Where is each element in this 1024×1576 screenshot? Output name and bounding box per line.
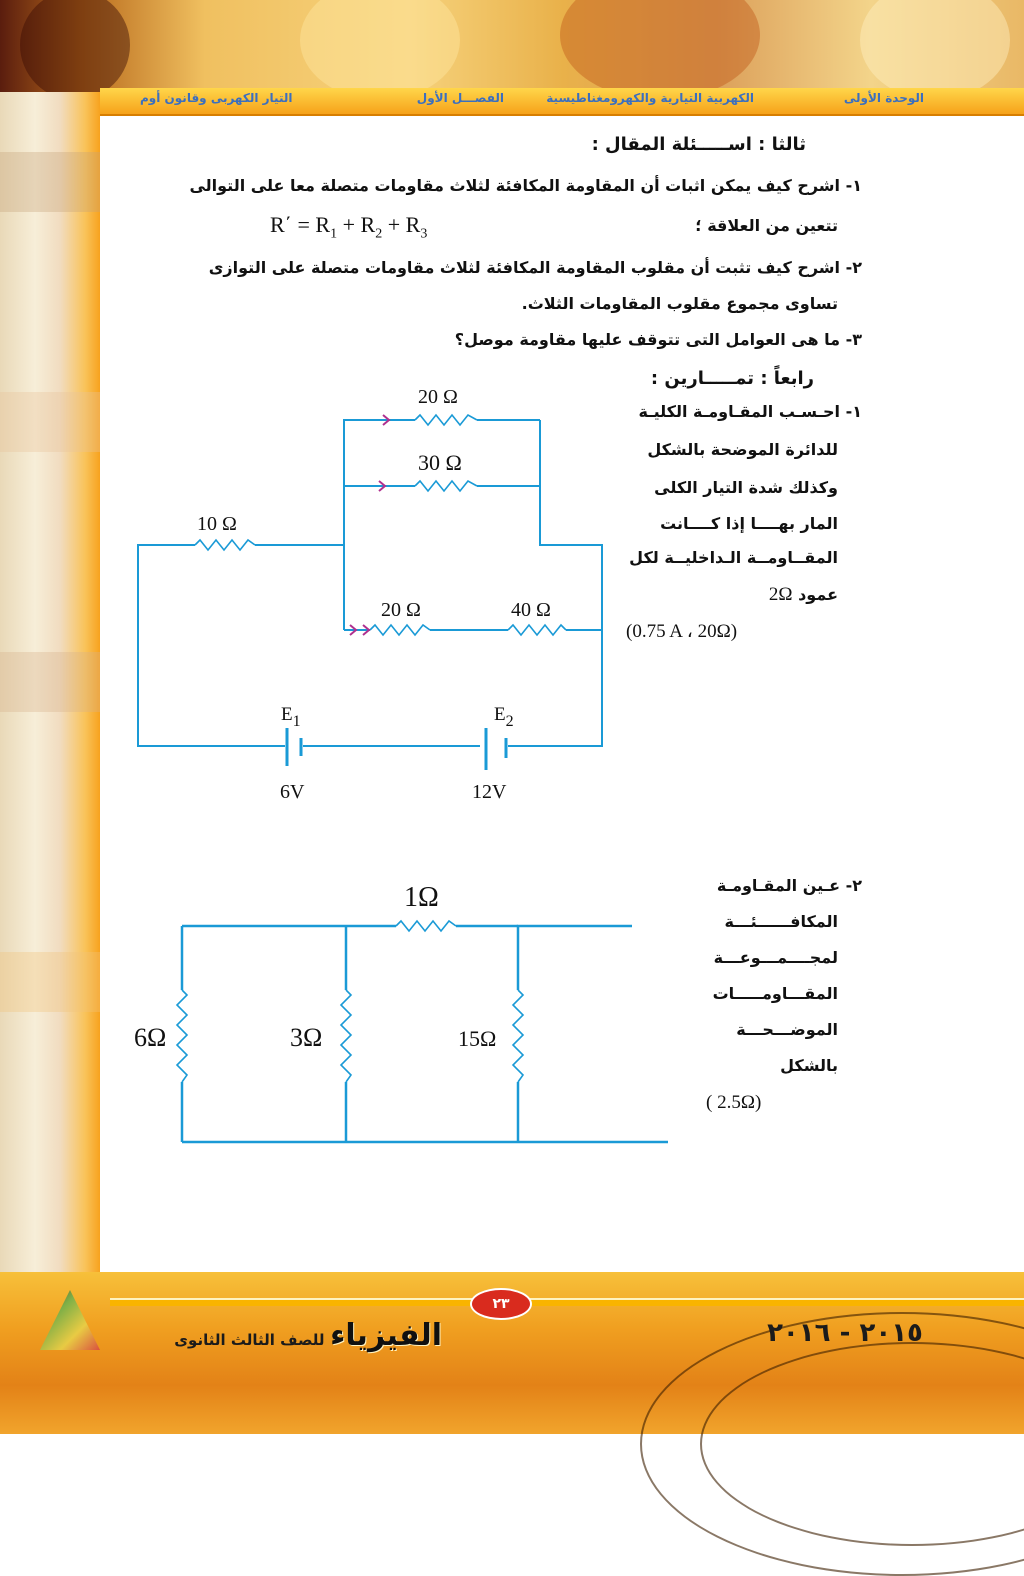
page-number: ٢٣ <box>470 1288 532 1320</box>
label-r-1ohm: 1Ω <box>404 882 439 913</box>
exercise-1-line-5: المقــاومــة الـداخليــة لكل <box>629 548 838 567</box>
question-2-line-1: ٢- اشرح كيف تثبت أن مقلوب المقاومة المكافئة لثلاث مقاومات متصلة على التوازى <box>208 258 862 277</box>
label-r-bot2: 40 Ω <box>511 599 551 621</box>
label-e1: $E_1$ <box>281 704 301 730</box>
exercise-1-line-1: ١- احـسـب المقـاومـة الكليـة <box>638 402 862 421</box>
header-chapter-title: التيار الكهربى وقانون أوم <box>140 91 293 105</box>
label-r-6ohm: 6Ω <box>134 1023 167 1052</box>
label-r-top: 20 Ω <box>418 386 458 408</box>
exercise-2-line-4: المقـــاومـــــات <box>712 984 838 1003</box>
label-r-3ohm: 3Ω <box>290 1023 323 1052</box>
exercise-1-line-4: المار بهــــا إذا كــــانت <box>660 514 838 533</box>
exercise-2-line-3: لمجــــمـــوعـــة <box>713 948 838 967</box>
question-2-line-2: تساوى مجموع مقلوب المقاومات الثلاث. <box>521 294 838 313</box>
resistor-6ohm <box>177 990 187 1082</box>
question-1-line-2: تتعين من العلاقة ؛ <box>695 216 838 235</box>
battery-e1 <box>287 728 301 766</box>
exercise-2-line-5: الموضـــحـــة <box>736 1020 838 1039</box>
resistor-40 <box>508 625 566 635</box>
label-r-bot1: 20 Ω <box>381 599 421 621</box>
exercise-1-line-2: للدائرة الموضحة بالشكل <box>647 440 838 459</box>
resistor-1ohm <box>396 921 456 931</box>
battery-e2 <box>486 728 506 770</box>
header-unit-title: الكهربية التيارية والكهرومغناطيسية <box>546 91 754 105</box>
equivalent-resistance-formula: $R΄ = R_1 + R_2 + R_3$ <box>270 212 428 242</box>
resistor-10 <box>195 540 255 550</box>
label-e2: $E_2$ <box>494 704 514 730</box>
circuit-2-wires <box>182 926 668 1142</box>
exercise-2-answer: ( 2.5Ω) <box>706 1092 762 1113</box>
label-v2: 12V <box>472 781 507 803</box>
resistor-15ohm <box>513 990 523 1082</box>
resistor-30 <box>415 481 477 491</box>
question-1-line-1: ١- اشرح كيف يمكن اثبات أن المقاومة المكافئة لثلاث مقاومات متصلة معا على التوالى <box>189 176 862 195</box>
exercise-2-line-6: بالشكل <box>780 1056 838 1075</box>
resistor-3ohm <box>341 990 351 1082</box>
section3-heading: ثالثا : اســـــئلة المقال : <box>591 134 806 155</box>
label-r-15ohm: 15Ω <box>458 1026 497 1051</box>
exercise-2-line-1: ٢- عـين المقـاومـة <box>716 876 862 895</box>
resistor-20-top <box>415 415 477 425</box>
label-r-left: 10 Ω <box>197 513 237 535</box>
label-r-mid: 30 Ω <box>418 450 462 475</box>
question-3: ٣- ما هى العوامل التى تتوقف عليها مقاومة موصل؟ <box>454 330 862 349</box>
header-chapter: الفصـــل الأول <box>416 91 504 105</box>
label-v1: 6V <box>280 781 305 803</box>
footer-rule <box>110 1298 1024 1306</box>
exercise-1-line-3: وكذلك شدة التيار الكلى <box>654 478 838 497</box>
exercise-1-answer: (0.75 A ، 20Ω) <box>626 621 738 642</box>
footer-book-title: الفيزياء للصف الثالث الثانوى <box>174 1318 442 1353</box>
section4-heading: رابعاً : تمـــــارين : <box>650 368 814 389</box>
exercise-1-line-6: عمود 2Ω <box>768 584 838 605</box>
exercise-2-line-2: المكافــــــئـــة <box>724 912 838 931</box>
resistor-20-bottom <box>370 625 430 635</box>
circuit-1-wires <box>138 420 602 746</box>
footer-year: ٢٠١٥ - ٢٠١٦ <box>767 1318 923 1348</box>
header-unit: الوحدة الأولى <box>843 91 924 105</box>
